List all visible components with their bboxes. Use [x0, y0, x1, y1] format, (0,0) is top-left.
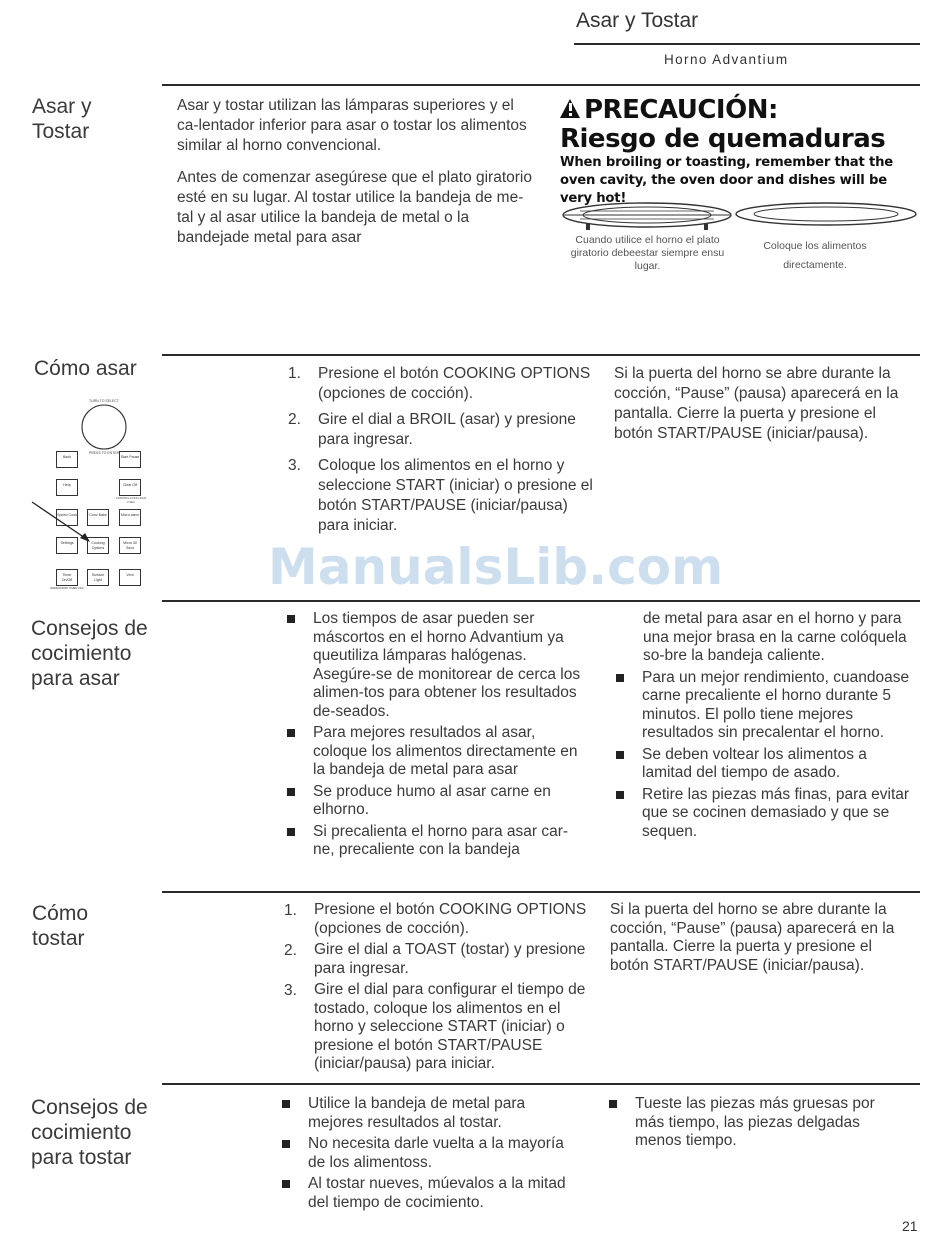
- header-title: Asar y Tostar: [576, 9, 699, 32]
- tip-text: Para mejores resultados al asar, coloque los alimentos directamente en la bandeja de metal para asar: [313, 724, 578, 778]
- tip-item: [285, 610, 585, 721]
- step-item: [284, 901, 589, 938]
- watermark: ManualsLib.com: [268, 538, 724, 596]
- broil-note: Si la puerta del horno se abre durante la cocción, “Pause” (pausa) aparecerá en la pantalla. Cierre la puerta y presione el botón START/PAUSE (iniciar/pausa).: [614, 365, 899, 442]
- step-number: 3.: [284, 982, 297, 999]
- microwave-button: Micro wave: [119, 509, 141, 526]
- micro-30-secs-button: Micro 30 Secs: [119, 537, 141, 554]
- step-number: 1.: [284, 902, 297, 919]
- tip-text: Se produce humo al asar carne en elhorno.: [313, 782, 551, 818]
- bullet-icon: [287, 828, 295, 836]
- step-text: Gire el dial a TOAST (tostar) y presione para ingresar.: [314, 941, 586, 977]
- tip-item: [607, 1095, 907, 1151]
- step-text: Gire el dial a BROIL (asar) y presione para ingresar.: [318, 411, 576, 448]
- tip-item: [285, 724, 585, 780]
- tip-item: [285, 783, 585, 820]
- timer-button: Timer On/Off: [56, 569, 78, 586]
- warning-subtitle: Riesgo de quemaduras: [560, 124, 886, 154]
- cooking-options-button: Cooking Options: [87, 537, 109, 554]
- step-number: 1.: [288, 365, 301, 382]
- tip-item: [280, 1175, 575, 1212]
- tip-item: [285, 823, 585, 860]
- turntable-caption: Cuando utilice el horno el plato giratorio debeestar siempre ensu lugar.: [570, 234, 725, 272]
- bullet-icon: [282, 1180, 290, 1188]
- bullet-icon: [609, 1100, 617, 1108]
- bullet-icon: [616, 791, 624, 799]
- step-text: Presione el botón COOKING OPTIONS (opciones de cocción).: [318, 365, 591, 402]
- section-title: Consejos de cocimiento para asar: [31, 617, 148, 690]
- toast-steps: [284, 901, 589, 1080]
- tip-text: Se deben voltear los alimentos a lamitad del tiempo de asado.: [642, 745, 867, 781]
- section-title: Asar y Tostar: [32, 95, 92, 143]
- warning-text: When broiling or toasting, remember that the oven cavity, the oven door and dishes will be very hot!: [560, 155, 894, 206]
- clear-off-button: Clear Off: [119, 479, 141, 496]
- plate-caption: Coloque los alimentos directamente.: [763, 240, 867, 271]
- tip-item: [614, 746, 914, 783]
- toast-tips-left: [280, 1095, 575, 1215]
- help-button: Help: [56, 479, 78, 496]
- page-number: 21: [902, 1218, 918, 1234]
- step-item: [284, 981, 589, 1074]
- bullet-icon: [282, 1100, 290, 1108]
- warm-crisp-label: WARM/CRISP TIMER OFF: [50, 586, 84, 590]
- step-item: [288, 410, 593, 450]
- tip-text: Para un mejor rendimiento, cuandoase carne precaliente el horno durante 5 minutos. El pollo tiene mejores resultados sin precalentar el horno.: [642, 668, 910, 741]
- step-text: Gire el dial para configurar el tiempo de tostado, coloque los alimentos en el horno y seleccione START (iniciar) o presione el botón START/PAUSE (iniciar/pausa) para iniciar.: [314, 981, 586, 1072]
- step-number: 2.: [288, 411, 301, 428]
- step-item: [288, 456, 593, 536]
- turntable-illustration: [560, 198, 735, 232]
- warning-title-line1: PRECAUCIÓN:: [584, 95, 778, 125]
- step-text: Coloque los alimentos en el horno y seleccione START (iniciar) o presione el botón START/PAUSE (iniciar/pausa) para iniciar.: [318, 457, 593, 534]
- step-number: 3.: [288, 457, 301, 474]
- step-item: [284, 941, 589, 978]
- section-body: [177, 96, 537, 260]
- tip-item: [614, 786, 914, 842]
- section-title: Consejos de cocimiento para tostar: [31, 1096, 148, 1169]
- section-rule: [162, 354, 920, 356]
- tip-text: Los tiempos de asar pueden ser máscortos en el horno Advantium ya queutiliza lámparas halógenas. Asegúre-se de monitorear de cerca los alimen-tos para obtener los resultados de-seados.: [313, 610, 581, 720]
- header-rule: [574, 43, 920, 45]
- vent-button: Vent: [119, 569, 141, 586]
- plate-illustration: [733, 200, 919, 228]
- warning-box: [560, 96, 922, 208]
- section-rule: [162, 1083, 920, 1085]
- surface-light-button: Surface Light: [87, 569, 109, 586]
- section-rule: [162, 84, 920, 86]
- broil-tips-right: [614, 610, 914, 844]
- tip-text: Tueste las piezas más gruesas por más tiempo, las piezas delgadas menos tiempo.: [635, 1095, 875, 1149]
- broil-steps: [288, 364, 593, 542]
- back-button: Back: [56, 451, 78, 468]
- tip-continuation: de metal para asar en el horno y para una mejor brasa en la carne colóquela so-bre la bandeja caliente.: [643, 610, 907, 664]
- tip-text: Utilice la bandeja de metal para mejores resultados al tostar.: [308, 1095, 526, 1131]
- dial-icon: [74, 395, 134, 457]
- bullet-icon: [287, 615, 295, 623]
- dial-label-bottom: PRESS TO ENTER: [88, 451, 120, 455]
- pointer-arrow-icon: [30, 500, 95, 545]
- step-text: Presione el botón COOKING OPTIONS (opciones de cocción).: [314, 901, 587, 937]
- tip-text: Al tostar nueves, múevalos a la mitad del tiempo de cocimiento.: [308, 1175, 566, 1211]
- section-title: Cómo tostar: [32, 902, 89, 950]
- bullet-icon: [287, 729, 295, 737]
- conv-bake-button: Conv Bake: [87, 509, 109, 526]
- control-lock-label: CONTROL LOCK HOLD 3 SEC: [115, 496, 147, 504]
- paragraph: Antes de comenzar asegúrese que el plato giratorio esté en su lugar. Al tostar utilice la bandeja de me-tal y al asar utilice la bandeja de metal o la bandejade metal para asar: [177, 169, 532, 246]
- section-rule: [162, 600, 920, 602]
- step-item: [288, 364, 593, 404]
- warning-triangle-icon: [560, 99, 580, 118]
- control-panel-illustration: [30, 395, 160, 595]
- dial-label-top: TURN TO SELECT: [88, 399, 119, 403]
- speed-cook-button: Speed Cook: [56, 509, 78, 526]
- start-pause-button: Start Pause: [119, 451, 141, 468]
- paragraph: Asar y tostar utilizan las lámparas superiores y el ca-lentador inferior para asar o tostar los alimentos similar al horno convencional.: [177, 97, 527, 154]
- bullet-icon: [616, 751, 624, 759]
- tip-item: [614, 669, 914, 743]
- header-subtitle: Horno Advantium: [664, 52, 789, 67]
- tip-text: Retire las piezas más finas, para evitar que se cocinen demasiado y que se sequen.: [642, 785, 910, 840]
- section-rule: [162, 891, 920, 893]
- tip-text: Si precalienta el horno para asar car-ne, precaliente con la bandeja: [313, 822, 569, 858]
- tip-item: [280, 1135, 575, 1172]
- warning-title: [560, 96, 922, 125]
- settings-button: Settings: [56, 537, 78, 554]
- toast-tips-right: [607, 1095, 907, 1154]
- broil-tips-left: [285, 610, 585, 863]
- toast-note: Si la puerta del horno se abre durante la cocción, “Pause” (pausa) aparecerá en la pantalla. Cierre la puerta y presione el botón START/PAUSE (iniciar/pausa).: [610, 901, 895, 974]
- section-title: Cómo asar: [34, 357, 137, 380]
- bullet-icon: [616, 674, 624, 682]
- bullet-icon: [282, 1140, 290, 1148]
- bullet-icon: [287, 788, 295, 796]
- tip-item: [280, 1095, 575, 1132]
- tip-text: No necesita darle vuelta a la mayoría de los alimentoss.: [308, 1135, 564, 1171]
- step-number: 2.: [284, 942, 297, 959]
